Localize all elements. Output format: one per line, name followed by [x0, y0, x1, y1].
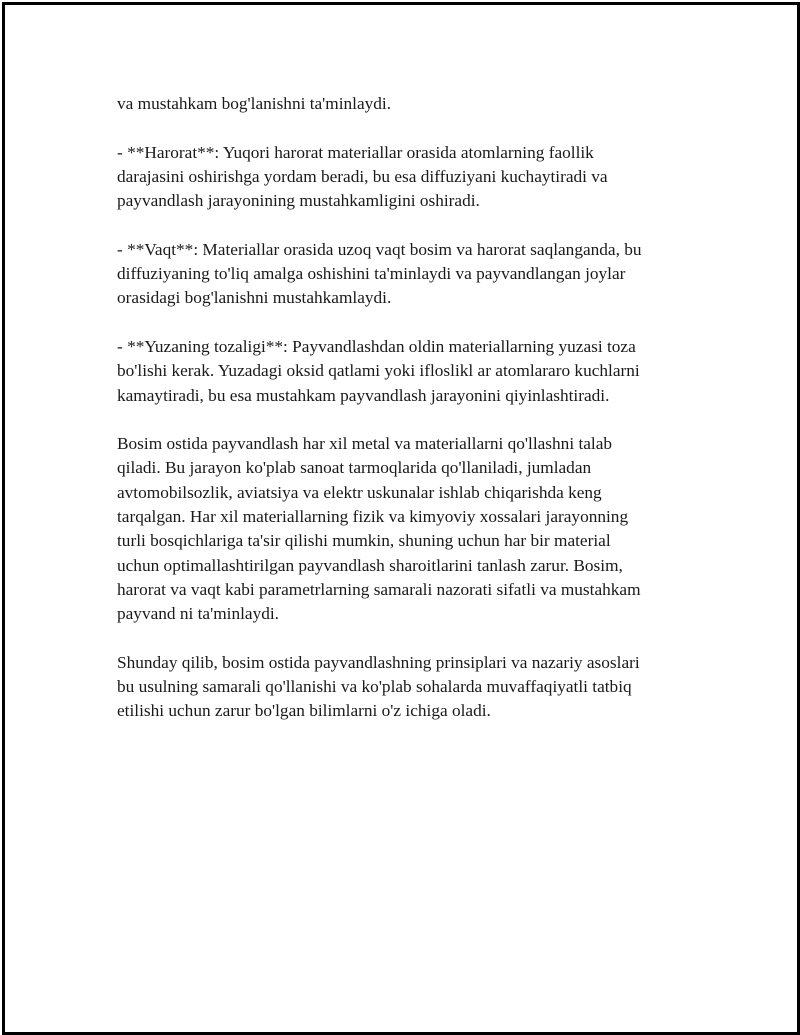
- paragraph-vaqt: [117, 238, 697, 311]
- text-line: diffuziyaning to'liq amalga oshishini ta'minlaydi va payvandlangan joylar: [117, 264, 626, 284]
- text-line: - **Harorat**: Yuqori harorat materiallar orasida atomlarning faollik: [117, 142, 594, 162]
- paragraph-bosim-ostida: [117, 432, 697, 626]
- text-line: uchun optimallashtirilgan payvandlash sharoitlarini tanlash zarur. Bosim,: [117, 555, 623, 575]
- text-line: etilishi uchun zarur bo'lgan bilimlarni o'z ichiga oladi.: [117, 701, 491, 721]
- text-line: turli bosqichlariga ta'sir qilishi mumkin, shuning uchun har bir material: [117, 531, 611, 551]
- text-line: va mustahkam bog'lanishni ta'minlaydi.: [117, 94, 392, 113]
- document-body: [117, 92, 697, 748]
- text-line: harorat va vaqt kabi parametrlarning samarali nazorati sifatli va mustahkam: [117, 579, 641, 599]
- paragraph-yuzaning-tozaligi: [117, 335, 697, 408]
- text-line: darajasini oshirishga yordam beradi, bu esa diffuziyani kuchaytiradi va: [117, 166, 608, 186]
- paragraph-continuation: [117, 92, 697, 116]
- text-line: Bosim ostida payvandlash har xil metal va materiallarni qo'llashni talab: [117, 434, 613, 454]
- text-line: - **Vaqt**: Materiallar orasida uzoq vaqt bosim va harorat saqlanganda, bu: [117, 239, 642, 259]
- text-line: payvand ni ta'minlaydi.: [117, 604, 279, 624]
- text-line: payvandlash jarayonining mustahkamligini oshiradi.: [117, 191, 480, 211]
- text-line: qiladi. Bu jarayon ko'plab sanoat tarmoqlarida qo'llaniladi, jumladan: [117, 458, 592, 478]
- paragraph-harorat: [117, 141, 697, 214]
- text-line: tarqalgan. Har xil materiallarning fizik va kimyoviy xossalari jarayonning: [117, 507, 629, 527]
- paragraph-conclusion: [117, 651, 697, 724]
- text-line: orasidagi bog'lanishni mustahkamlaydi.: [117, 288, 392, 308]
- text-line: - **Yuzaning tozaligi**: Payvandlashdan oldin materiallarning yuzasi toza: [117, 336, 636, 356]
- text-line: bo'lishi kerak. Yuzadagi oksid qatlami yoki ifloslikl ar atomlararo kuchlarni: [117, 361, 640, 381]
- text-line: Shunday qilib, bosim ostida payvandlashning prinsiplari va nazariy asoslari: [117, 652, 640, 672]
- text-line: kamaytiradi, bu esa mustahkam payvandlash jarayonini qiyinlashtiradi.: [117, 385, 610, 405]
- text-line: avtomobilsozlik, aviatsiya va elektr uskunalar ishlab chiqarishda keng: [117, 482, 602, 502]
- text-line: bu usulning samarali qo'llanishi va ko'plab sohalarda muvaffaqiyatli tatbiq: [117, 677, 632, 697]
